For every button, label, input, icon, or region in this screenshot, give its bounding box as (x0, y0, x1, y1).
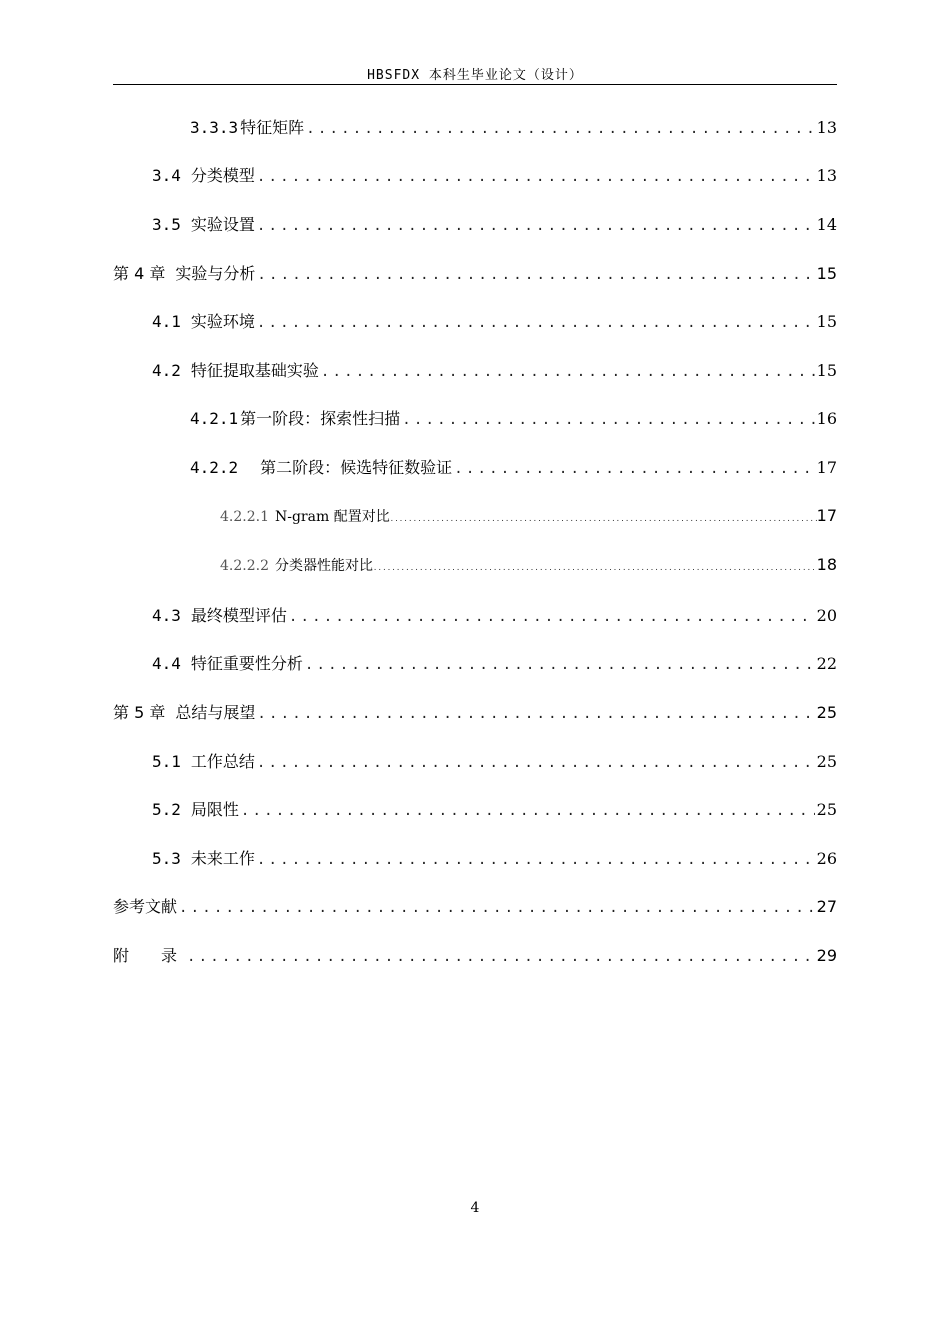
toc-entry-title: 实验环境 (190, 312, 255, 331)
toc-entry-number: 4.2 (152, 361, 181, 380)
toc-leader-dots (241, 799, 815, 823)
toc-entry-title: 分类模型 (190, 166, 255, 185)
toc-entry-appendix[interactable] (113, 944, 837, 968)
toc-entry-page: 14 (816, 215, 837, 234)
toc-entry-number: 4.2.1 (190, 409, 239, 428)
toc-entry-number: 3.5 (152, 215, 181, 234)
toc-entry-number: 4.2.2.1 (220, 509, 269, 525)
toc-entry-title: 分类器性能对比 (274, 558, 373, 574)
toc-entry-number: 3.4 (152, 166, 181, 185)
toc-entry-page: 27 (816, 897, 837, 916)
toc-entry-page: 15 (816, 312, 837, 331)
toc-entry-title: 特征重要性分析 (190, 654, 303, 673)
toc-entry-page: 15 (816, 361, 837, 380)
toc-entry-page: 25 (816, 752, 837, 771)
toc-entry-page: 20 (816, 606, 837, 625)
toc-leader-dots (305, 653, 815, 677)
toc-entry-page: 29 (816, 946, 837, 965)
toc-leader-dots (179, 896, 815, 920)
toc-entry-title: 总结与展望 (175, 703, 256, 722)
toc-entry-number: 5.3 (152, 849, 181, 868)
toc-entry-page: 26 (816, 849, 837, 868)
toc-leader-dots (257, 263, 814, 287)
toc-entry-number: 4.3 (152, 606, 181, 625)
toc-leader-dots (257, 751, 815, 775)
toc-leader-dots (454, 457, 814, 481)
toc-entry-4-2-2-2[interactable] (220, 553, 837, 577)
toc-entry-title: 局限性 (190, 800, 239, 819)
toc-entry-4-2-2-1[interactable] (220, 504, 837, 528)
toc-entry-title: 实验设置 (190, 215, 255, 234)
toc-entry-number: 4.1 (152, 312, 181, 331)
toc-entry-title: 实验与分析 (175, 264, 256, 283)
toc-leader-dots (373, 556, 817, 580)
toc-leader-dots (257, 848, 815, 872)
toc-entry-4-3[interactable] (152, 604, 837, 628)
toc-entry-number: 第 5 章 (113, 703, 166, 722)
toc-entry-3-5[interactable] (152, 213, 837, 237)
toc-entry-page: 16 (816, 409, 837, 428)
toc-entry-references[interactable] (113, 895, 837, 919)
toc-entry-title: 特征矩阵 (240, 118, 305, 137)
toc-entry-4-4[interactable] (152, 652, 837, 676)
toc-entry-number: 4.2.2 (190, 458, 239, 477)
toc-leader-dots (257, 311, 815, 335)
toc-entry-title: 特征提取基础实验 (190, 361, 319, 380)
toc-entry-number: 5.1 (152, 752, 181, 771)
toc-entry-4-2-1[interactable] (190, 407, 837, 431)
toc-entry-page: 17 (816, 506, 837, 525)
toc-entry-page: 25 (816, 703, 837, 722)
toc-entry-4-2-2[interactable] (190, 456, 837, 480)
toc-leader-dots (257, 702, 814, 726)
toc-entry-chapter-5[interactable] (113, 701, 837, 725)
running-header: HBSFDX 本科生毕业论文（设计） (367, 68, 583, 83)
toc-entry-page: 17 (816, 458, 837, 477)
toc-entry-title: 第一阶段：探索性扫描 (240, 409, 401, 428)
toc-entry-number: 第 4 章 (113, 264, 166, 283)
toc-leader-dots (306, 117, 814, 141)
toc-entry-title: 第二阶段：候选特征数验证 (260, 458, 453, 477)
toc-entry-page: 18 (816, 555, 837, 574)
toc-entry-5-3[interactable] (152, 847, 837, 871)
toc-leader-dots (187, 945, 815, 969)
toc-entry-number: 4.4 (152, 654, 181, 673)
header-rule (113, 84, 837, 85)
toc-entry-title: 最终模型评估 (190, 606, 287, 625)
toc-entry-4-2[interactable] (152, 359, 837, 383)
toc-entry-3-4[interactable] (152, 164, 837, 188)
toc-leader-dots (289, 605, 815, 629)
toc-entry-page: 13 (816, 166, 837, 185)
toc-leader-dots (321, 360, 815, 384)
toc-entry-title: N-gram 配置对比 (274, 509, 390, 525)
toc-entry-number: 4.2.2.2 (220, 558, 269, 574)
toc-entry-5-2[interactable] (152, 798, 837, 822)
page-number: 4 (470, 1200, 480, 1216)
toc-entry-page: 13 (816, 118, 837, 137)
toc-entry-5-1[interactable] (152, 750, 837, 774)
toc-entry-page: 15 (816, 264, 837, 283)
toc-entry-chapter-4[interactable] (113, 262, 837, 286)
toc-entry-3-3-3[interactable] (190, 116, 837, 140)
toc-entry-page: 22 (816, 654, 837, 673)
toc-entry-number: 5.2 (152, 800, 181, 819)
toc-leader-dots (257, 165, 815, 189)
toc-entry-title: 参考文献 (113, 897, 178, 916)
toc-entry-title: 工作总结 (190, 752, 255, 771)
toc-leader-dots (257, 214, 815, 238)
toc-entry-number: 3.3.3 (190, 118, 239, 137)
toc-entry-4-1[interactable] (152, 310, 837, 334)
toc-entry-title: 附 录 (113, 946, 186, 965)
toc-entry-title: 未来工作 (190, 849, 255, 868)
toc-entry-page: 25 (816, 800, 837, 819)
toc-leader-dots (402, 408, 814, 432)
toc-leader-dots (390, 507, 817, 531)
